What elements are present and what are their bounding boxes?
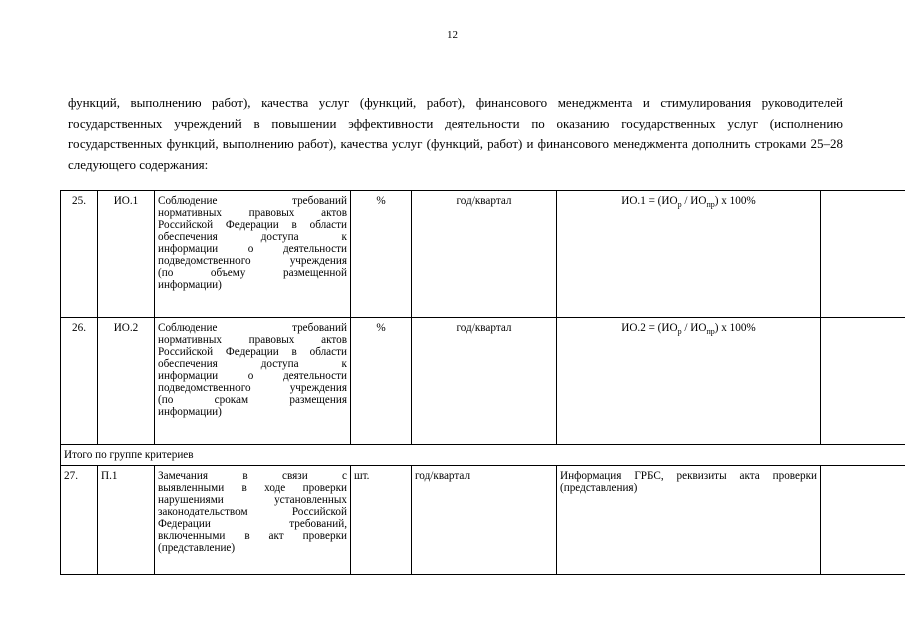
source-cell: Информация ГРБС, реквизиты акта проверки (представления)	[557, 466, 821, 575]
summary-row	[61, 445, 905, 466]
page-number: 12	[447, 29, 458, 41]
period-cell: год/квартал	[412, 466, 557, 575]
unit-cell: %	[351, 191, 412, 318]
unit-cell: %	[351, 318, 412, 445]
criterion-name: Соблюдение требований нормативных правовых актов Российской Федерации в области обеспечения доступа к информации о деятельности подведомственного учреждения (по объему размещенной информации)	[155, 191, 351, 318]
criterion-code: ИО.2	[98, 318, 155, 445]
period-cell: год/квартал	[412, 318, 557, 445]
unit-cell: шт.	[351, 466, 412, 575]
empty-cell	[821, 466, 905, 575]
formula-cell: $ИО.2 = (ИО_р / ИО_{пр})$ х 100%	[557, 318, 821, 445]
criterion-name: Замечания в связи с выявленными в ходе проверки нарушениями установленных законодательством Российской Федерации требований, включенными в акт проверки (представление)	[155, 466, 351, 575]
criterion-name: Соблюдение требований нормативных правовых актов Российской Федерации в области обеспечения доступа к информации о деятельности подведомственного учреждения (по срокам размещения информации)	[155, 318, 351, 445]
table-row	[61, 466, 905, 575]
summary-label: Итого по группе критериев	[61, 445, 905, 466]
period-cell: год/квартал	[412, 191, 557, 318]
criterion-code: П.1	[98, 466, 155, 575]
formula-cell: $ИО.1 = (ИО_р / ИО_{пр})$ х 100%	[557, 191, 821, 318]
table-row	[61, 191, 905, 318]
table-row	[61, 318, 905, 445]
row-number: 25.	[61, 191, 98, 318]
empty-cell	[821, 191, 905, 318]
row-number: 27.	[61, 466, 98, 575]
row-number: 26.	[61, 318, 98, 445]
criterion-code: ИО.1	[98, 191, 155, 318]
intro-paragraph: функций, выполнению работ), качества услуг (функций, работ), финансового менеджмента и стимулирования руководителей государственных учреждений в повышении эффективности деятельности по оказанию государственных услуг (исполнению государственных функций, выполнению работ), качества услуг (функций, работ) и финансового менеджмента дополнить строками 25–28 следующего содержания:	[68, 95, 843, 172]
criteria-table	[60, 190, 905, 575]
empty-cell	[821, 318, 905, 445]
